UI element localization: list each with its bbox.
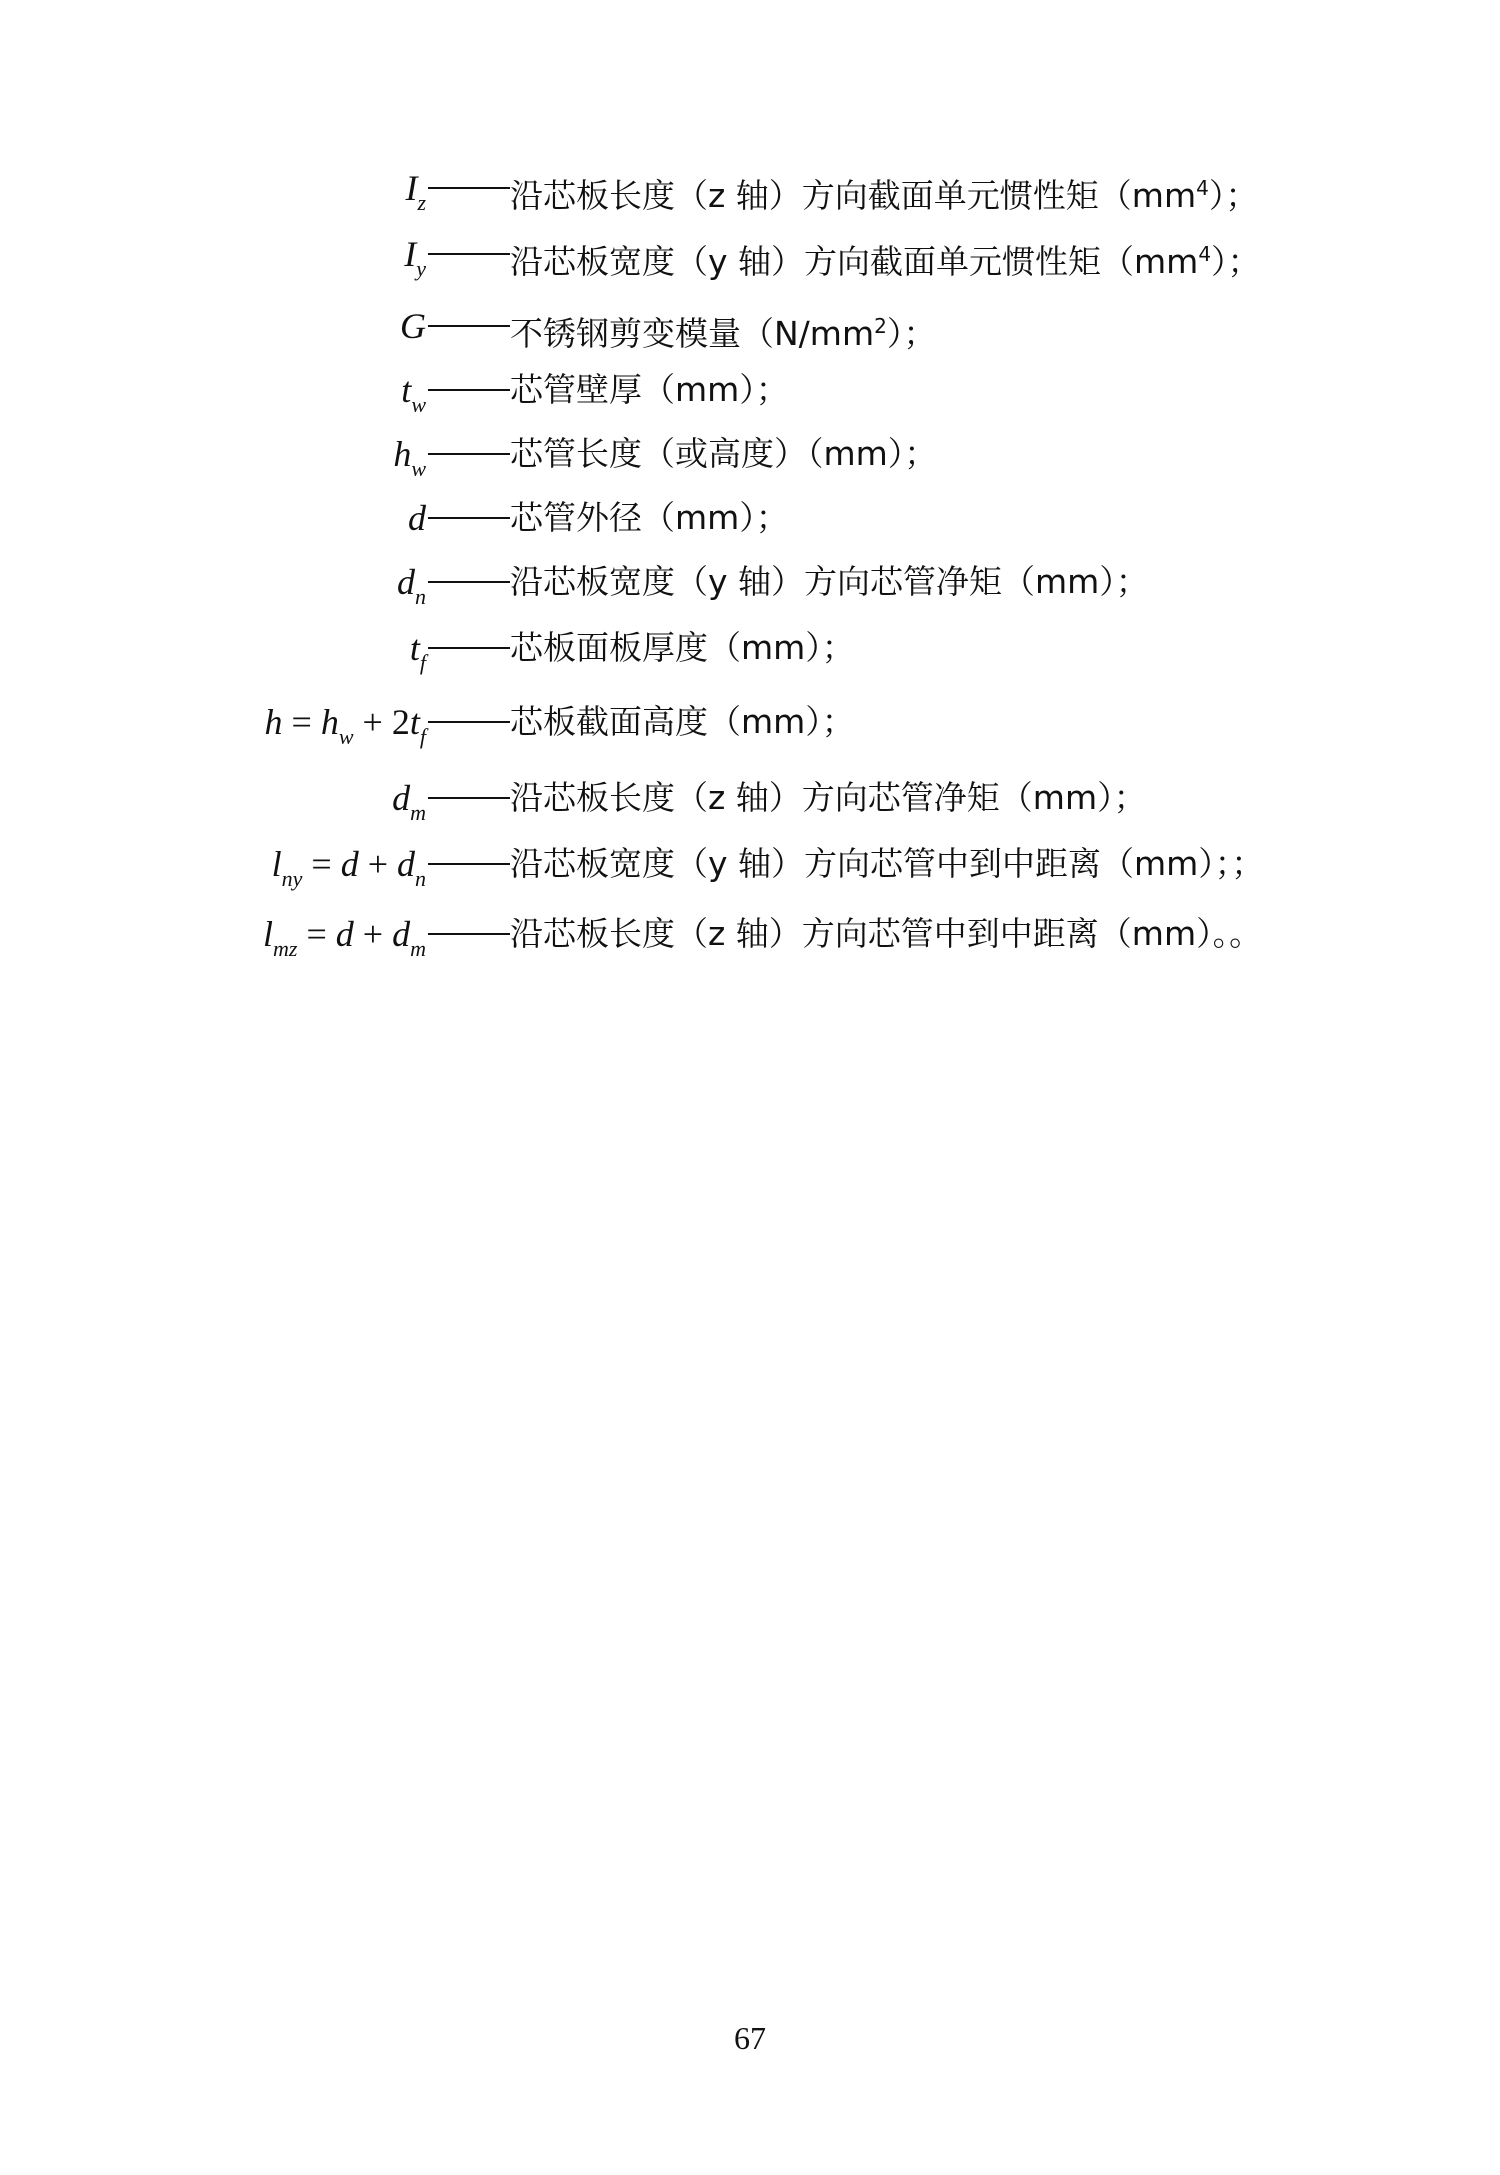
definition-text: 沿芯板宽度（y 轴）方向芯管中到中距离（mm）；；: [510, 844, 1265, 883]
definition-row: [0, 618, 1500, 678]
definition-text: 芯板截面高度（mm）；: [510, 702, 855, 741]
symbol: $I_z$: [405, 168, 426, 215]
symbol: d: [408, 498, 426, 538]
definition-row: [0, 296, 1500, 356]
em-dash: [428, 325, 510, 327]
definition-row: [0, 488, 1500, 548]
definition-text: 不锈钢剪变模量$(N/mm^2)$；: [510, 314, 937, 353]
symbol: $t_f$: [409, 628, 426, 675]
symbol: $d_m$: [392, 778, 426, 825]
definition-row: [0, 424, 1500, 484]
symbol: $h_w$: [393, 434, 426, 481]
definition-text: 芯管长度（或高度）（mm）；: [510, 434, 938, 473]
definition-text: 沿芯板长度（z 轴）方向截面单元惯性矩$(mm^4)$；: [510, 176, 1259, 215]
em-dash: [428, 721, 510, 723]
definition-text: 沿芯板长度（z 轴）方向芯管中到中距离（mm）。。: [510, 914, 1263, 953]
definition-row: [0, 224, 1500, 284]
em-dash: [428, 453, 510, 455]
em-dash: [428, 933, 510, 935]
definition-row: [0, 768, 1500, 828]
em-dash: [428, 389, 510, 391]
definition-text: 沿芯板宽度（y 轴）方向截面单元惯性矩$(mm^4)$；: [510, 242, 1261, 281]
definition-row: [0, 552, 1500, 612]
symbol: G: [400, 306, 426, 346]
definition-row: [0, 692, 1500, 752]
em-dash: [428, 797, 510, 799]
em-dash: [428, 517, 510, 519]
formula: $l_{mz} = d + d_m$: [263, 914, 426, 961]
definition-text: 芯板面板厚度（mm）；: [510, 628, 855, 667]
em-dash: [428, 581, 510, 583]
page-number: 67: [734, 2020, 766, 2056]
definition-row: [0, 360, 1500, 420]
symbol: $d_n$: [397, 562, 426, 609]
definition-text: 芯管壁厚（mm）；: [510, 370, 789, 409]
symbol: $I_y$: [404, 234, 426, 281]
em-dash: [428, 187, 510, 189]
definition-row: [0, 834, 1500, 894]
formula: $l_{ny} = d + d_n$: [271, 844, 426, 891]
definition-row: [0, 158, 1500, 218]
definition-text: 沿芯板长度（z 轴）方向芯管净矩（mm）；: [510, 778, 1147, 817]
symbol: $t_w$: [401, 370, 426, 417]
definition-text: 芯管外径（mm）；: [510, 498, 789, 537]
definition-text: 沿芯板宽度（y 轴）方向芯管净矩（mm）；: [510, 562, 1149, 601]
formula: $h = h_w + 2t_f$: [264, 702, 426, 749]
em-dash: [428, 647, 510, 649]
definition-row: [0, 904, 1500, 964]
em-dash: [428, 253, 510, 255]
em-dash: [428, 863, 510, 865]
